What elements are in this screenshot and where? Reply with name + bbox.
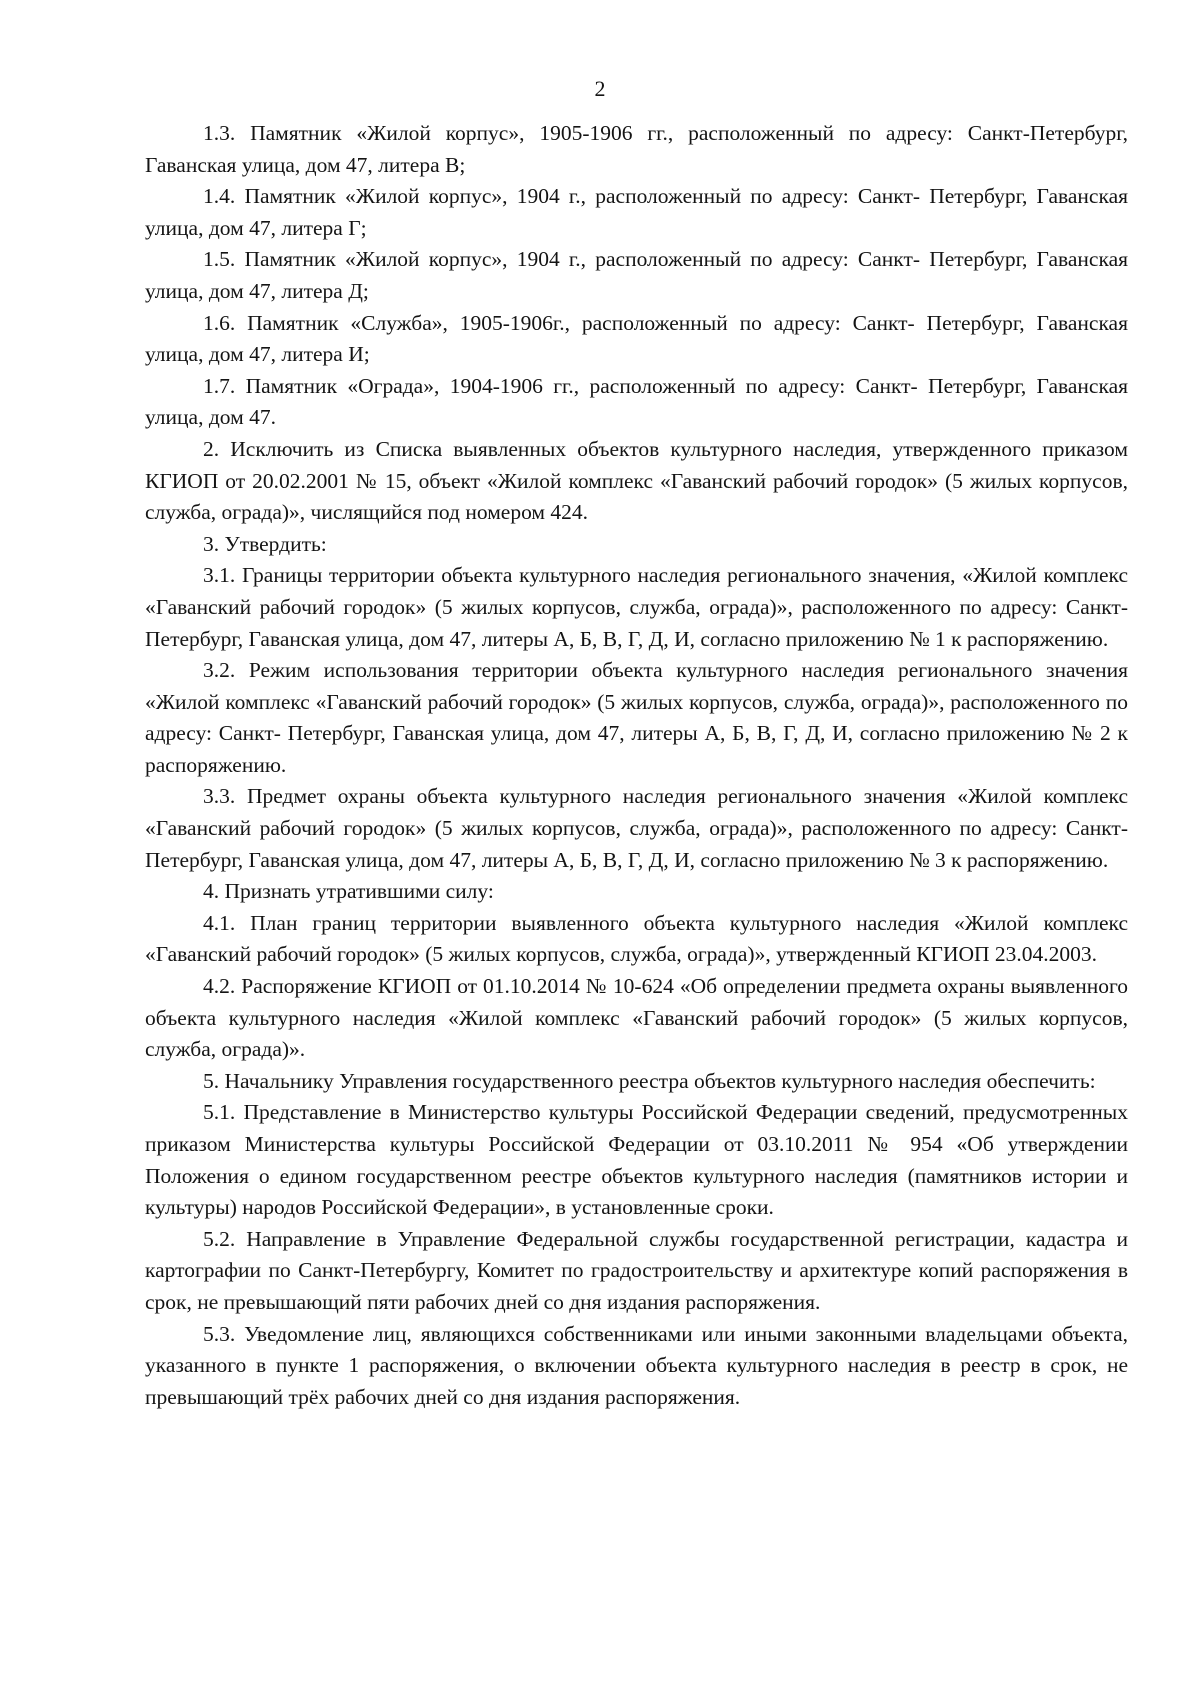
page-number: 2 (594, 76, 606, 101)
document-body (145, 118, 1128, 1413)
paragraph-1-5: 1.5. Памятник «Жилой корпус», 1904 г., расположенный по адресу: Санкт- Петербург, Гаванская улица, дом 47, литера Д; (145, 247, 1128, 303)
paragraph-5-2: 5.2. Направление в Управление Федеральной службы государственной регистрации, кадастра и картографии по Санкт-Петербургу, Комитет по градостроительству и архитектуре копий распоряжения в срок, не превышающий пяти рабочих дней со дня издания распоряжения. (145, 1226, 1128, 1314)
paragraph-5: 5. Начальнику Управления государственного реестра объектов культурного наследия обеспечить: (203, 1068, 1096, 1093)
paragraph-3-3: 3.3. Предмет охраны объекта культурного наследия регионального значения «Жилой комплекс «Гаванский рабочий городок» (5 жилых корпусов, служба, ограда)», расположенного по адресу: Санкт- Петербург, Гаванская улица, дом 47, литеры А, Б, В, Г, Д, И, согласно приложению № 3 к распоряжению. (145, 784, 1128, 872)
paragraph-3: 3. Утвердить: (203, 531, 327, 556)
paragraph-1-4: 1.4. Памятник «Жилой корпус», 1904 г., расположенный по адресу: Санкт- Петербург, Гаванская улица, дом 47, литера Г; (145, 184, 1128, 240)
paragraph-5-1: 5.1. Представление в Министерство культуры Российской Федерации сведений, предусмотренных приказом Министерства культуры Российской Федерации от 03.10.2011 № 954 «Об утверждении Положения о едином государственном реестре объектов культурного наследия (памятников истории и культуры) народов Российской Федерации», в установленные сроки. (145, 1100, 1128, 1220)
paragraph-1-3: 1.3. Памятник «Жилой корпус», 1905-1906 гг., расположенный по адресу: Санкт-Петербург, Гаванская улица, дом 47, литера В; (145, 121, 1128, 177)
paragraph-2: 2. Исключить из Списка выявленных объектов культурного наследия, утвержденного приказом КГИОП от 20.02.2001 № 15, объект «Жилой комплекс «Гаванский рабочий городок» (5 жилых корпусов, служба, ограда)», числящийся под номером 424. (145, 436, 1128, 525)
paragraph-3-1: 3.1. Границы территории объекта культурного наследия регионального значения, «Жилой комплекс «Гаванский рабочий городок» (5 жилых корпусов, служба, ограда)», расположенного по адресу: Санкт- Петербург, Гаванская улица, дом 47, литеры А, Б, В, Г, Д, И, согласно приложению № 1 к распоряжению. (145, 563, 1128, 651)
paragraph-1-7: 1.7. Памятник «Ограда», 1904-1906 гг., расположенный по адресу: Санкт- Петербург, Гаванская улица, дом 47. (145, 373, 1128, 430)
paragraph-1-6: 1.6. Памятник «Служба», 1905-1906г., расположенный по адресу: Санкт- Петербург, Гаванская улица, дом 47, литера И; (145, 310, 1128, 367)
paragraph-4-2: 4.2. Распоряжение КГИОП от 01.10.2014 № 10-624 «Об определении предмета охраны выявленного объекта культурного наследия «Жилой комплекс «Гаванский рабочий городок» (5 жилых корпусов, служба, ограда)». (145, 974, 1128, 1062)
paragraph-3-2: 3.2. Режим использования территории объекта культурного наследия регионального значения «Жилой комплекс «Гаванский рабочий городок» (5 жилых корпусов, служба, ограда)», расположенного по адресу: Санкт- Петербург, Гаванская улица, дом 47, литеры А, Б, В, Г, Д, И, согласно приложению № 2 к распоряжению. (145, 658, 1128, 777)
paragraph-4: 4. Признать утратившими силу: (203, 879, 494, 904)
paragraph-4-1: 4.1. План границ территории выявленного объекта культурного наследия «Жилой комплекс «Гаванский рабочий городок» (5 жилых корпусов, служба, ограда)», утвержденный КГИОП 23.04.2003. (145, 910, 1128, 967)
paragraph-5-3: 5.3. Уведомление лиц, являющихся собственниками или иными законными владельцами объекта, указанного в пункте 1 распоряжения, о включении объекта культурного наследия в реестр в срок, не превышающий трёх рабочих дней со дня издания распоряжения. (145, 1321, 1128, 1409)
